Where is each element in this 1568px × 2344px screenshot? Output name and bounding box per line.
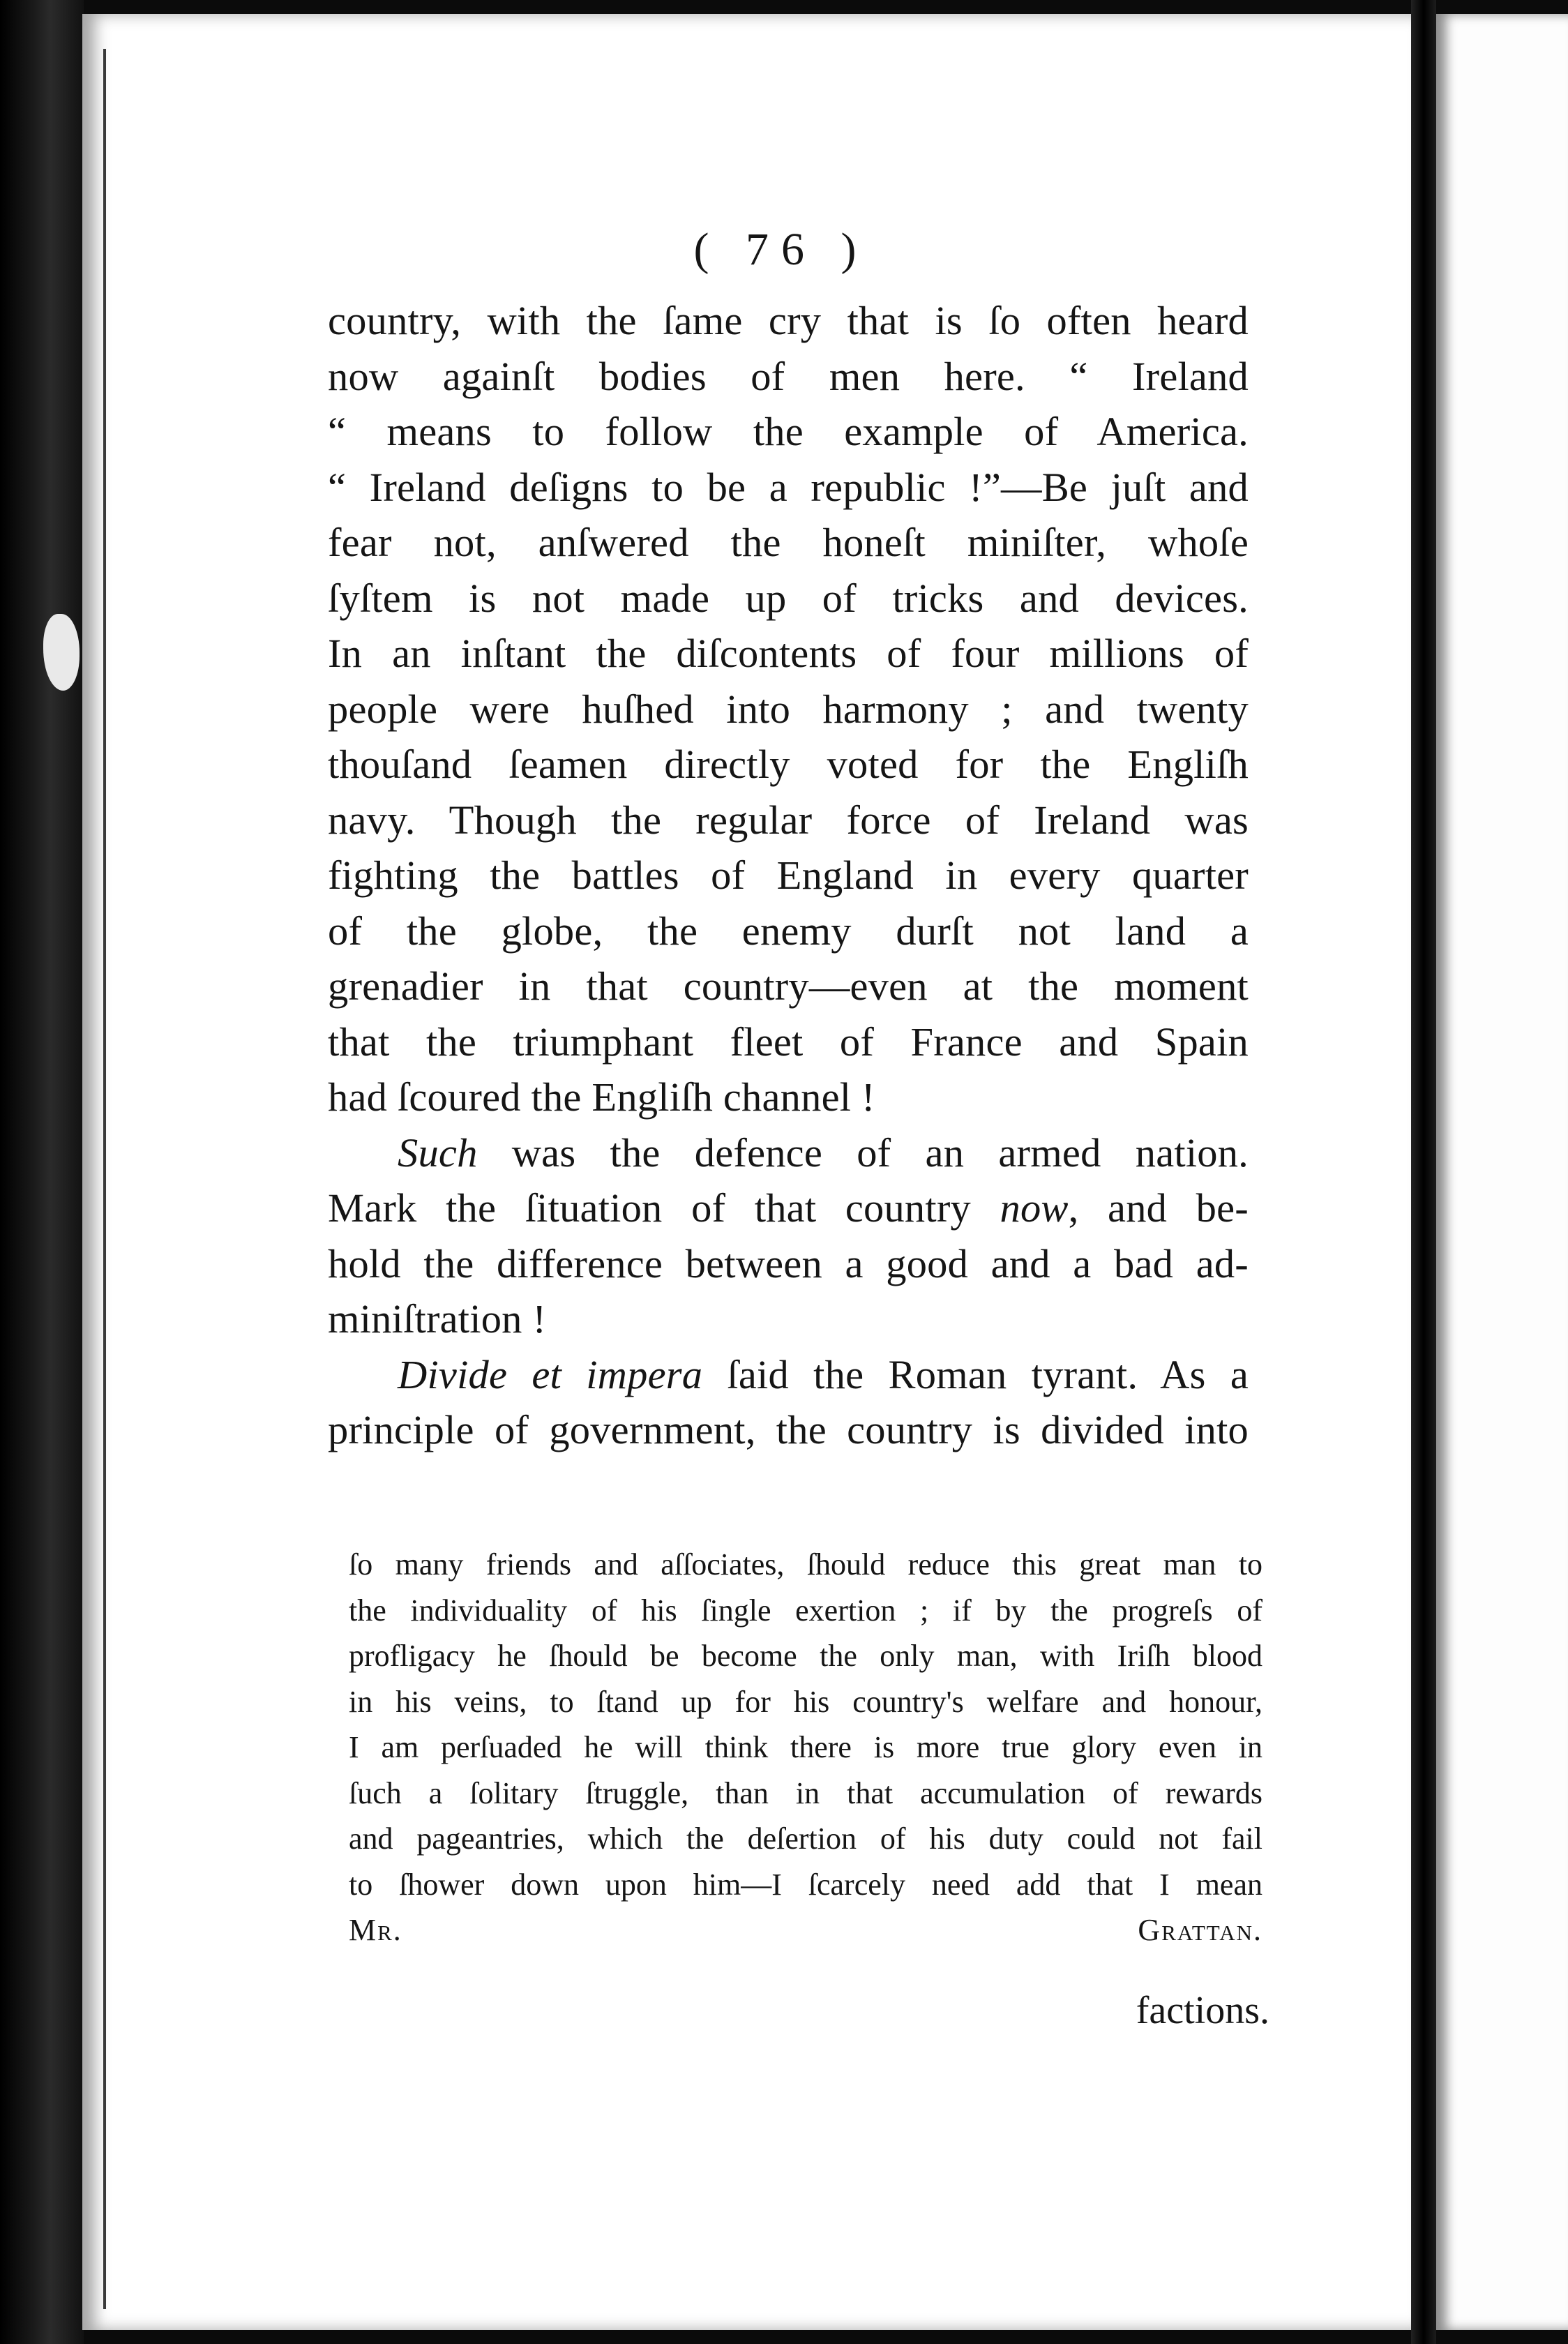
- text-line: [328, 1125, 1249, 1181]
- text-line: fear not, anſwered the honeſt miniſter, whoſe: [328, 520, 1249, 565]
- text-line: miniſtration !: [328, 1296, 547, 1342]
- catchword: factions.: [1136, 1989, 1269, 2032]
- footnote-line: I am perſuaded he will think there is more true glory even in: [349, 1730, 1262, 1764]
- footnote-line: ſuch a ſolitary ſtruggle, than in that accumulation of rewards: [349, 1775, 1262, 1810]
- text-fragment: was the defence of an armed nation.: [477, 1129, 1249, 1175]
- text-line: fighting the battles of England in every quarter: [328, 852, 1249, 898]
- paragraph-3: [328, 1347, 1249, 1458]
- text-line: of the globe, the enemy durſt not land a: [328, 908, 1249, 954]
- footnote-line: ſo many friends and aſſociates, ſhould reduce this great man to: [349, 1547, 1262, 1582]
- facing-page-edge: [1436, 14, 1568, 2330]
- text-line: grenadier in that country—even at the moment: [328, 963, 1249, 1009]
- emphasis-word: Such: [398, 1129, 478, 1175]
- book-gutter: [1411, 0, 1436, 2344]
- text-line: principle of government, the country is divided into: [328, 1407, 1249, 1452]
- text-line: that the triumphant fleet of France and Spain: [328, 1019, 1249, 1065]
- text-line: [328, 1180, 1249, 1236]
- text-line: “ means to follow the example of America.: [328, 409, 1249, 454]
- footnote-line: profligacy he ſhould be become the only man, with Iriſh blood: [349, 1639, 1262, 1673]
- text-line: thouſand ſeamen directly voted for the Engliſh: [328, 742, 1249, 787]
- text-line: had ſcoured the Engliſh channel !: [328, 1074, 875, 1120]
- footnote-line: and pageantries, which the deſertion of his duty could not fail: [349, 1821, 1262, 1856]
- text-line: navy. Though the regular force of Ireland was: [328, 797, 1249, 843]
- emphasis-phrase: Divide et impera: [398, 1351, 703, 1397]
- footnote: [349, 1542, 1262, 1953]
- text-fragment: ſaid the Roman tyrant. As a: [702, 1351, 1249, 1397]
- footnote-line: to ſhower down upon him—I ſcarcely need add that I mean: [349, 1867, 1262, 1902]
- text-fragment: , and be-: [1068, 1185, 1249, 1231]
- text-fragment: Mark the ſituation of that country: [328, 1185, 1000, 1231]
- text-line: [328, 1347, 1249, 1403]
- emphasis-word: now: [1000, 1185, 1069, 1231]
- scan-left-border: [0, 0, 84, 2344]
- text-line: In an inſtant the diſcontents of four millions of: [328, 631, 1249, 676]
- text-line: “ Ireland deſigns to be a republic !”—Be juſt and: [328, 464, 1249, 510]
- paragraph-2: [328, 1125, 1249, 1347]
- footnote-signature: Mr. Grattan.: [349, 1913, 1262, 1947]
- text-line: ſyſtem is not made up of tricks and devices.: [328, 575, 1249, 621]
- page-number: ( 76 ): [693, 224, 869, 275]
- text-line: hold the difference between a good and a bad ad-: [328, 1240, 1249, 1286]
- text-line: people were huſhed into harmony ; and twenty: [328, 686, 1249, 732]
- footnote-line: the individuality of his ſingle exertion ; if by the progreſs of: [349, 1593, 1262, 1628]
- paragraph-1: [328, 293, 1249, 1125]
- footnote-line: in his veins, to ſtand up for his country's welfare and honour,: [349, 1684, 1262, 1719]
- text-line: now againſt bodies of men here. “ Ireland: [328, 353, 1249, 399]
- body-text: [328, 293, 1249, 1458]
- text-line: country, with the ſame cry that is ſo often heard: [328, 298, 1249, 343]
